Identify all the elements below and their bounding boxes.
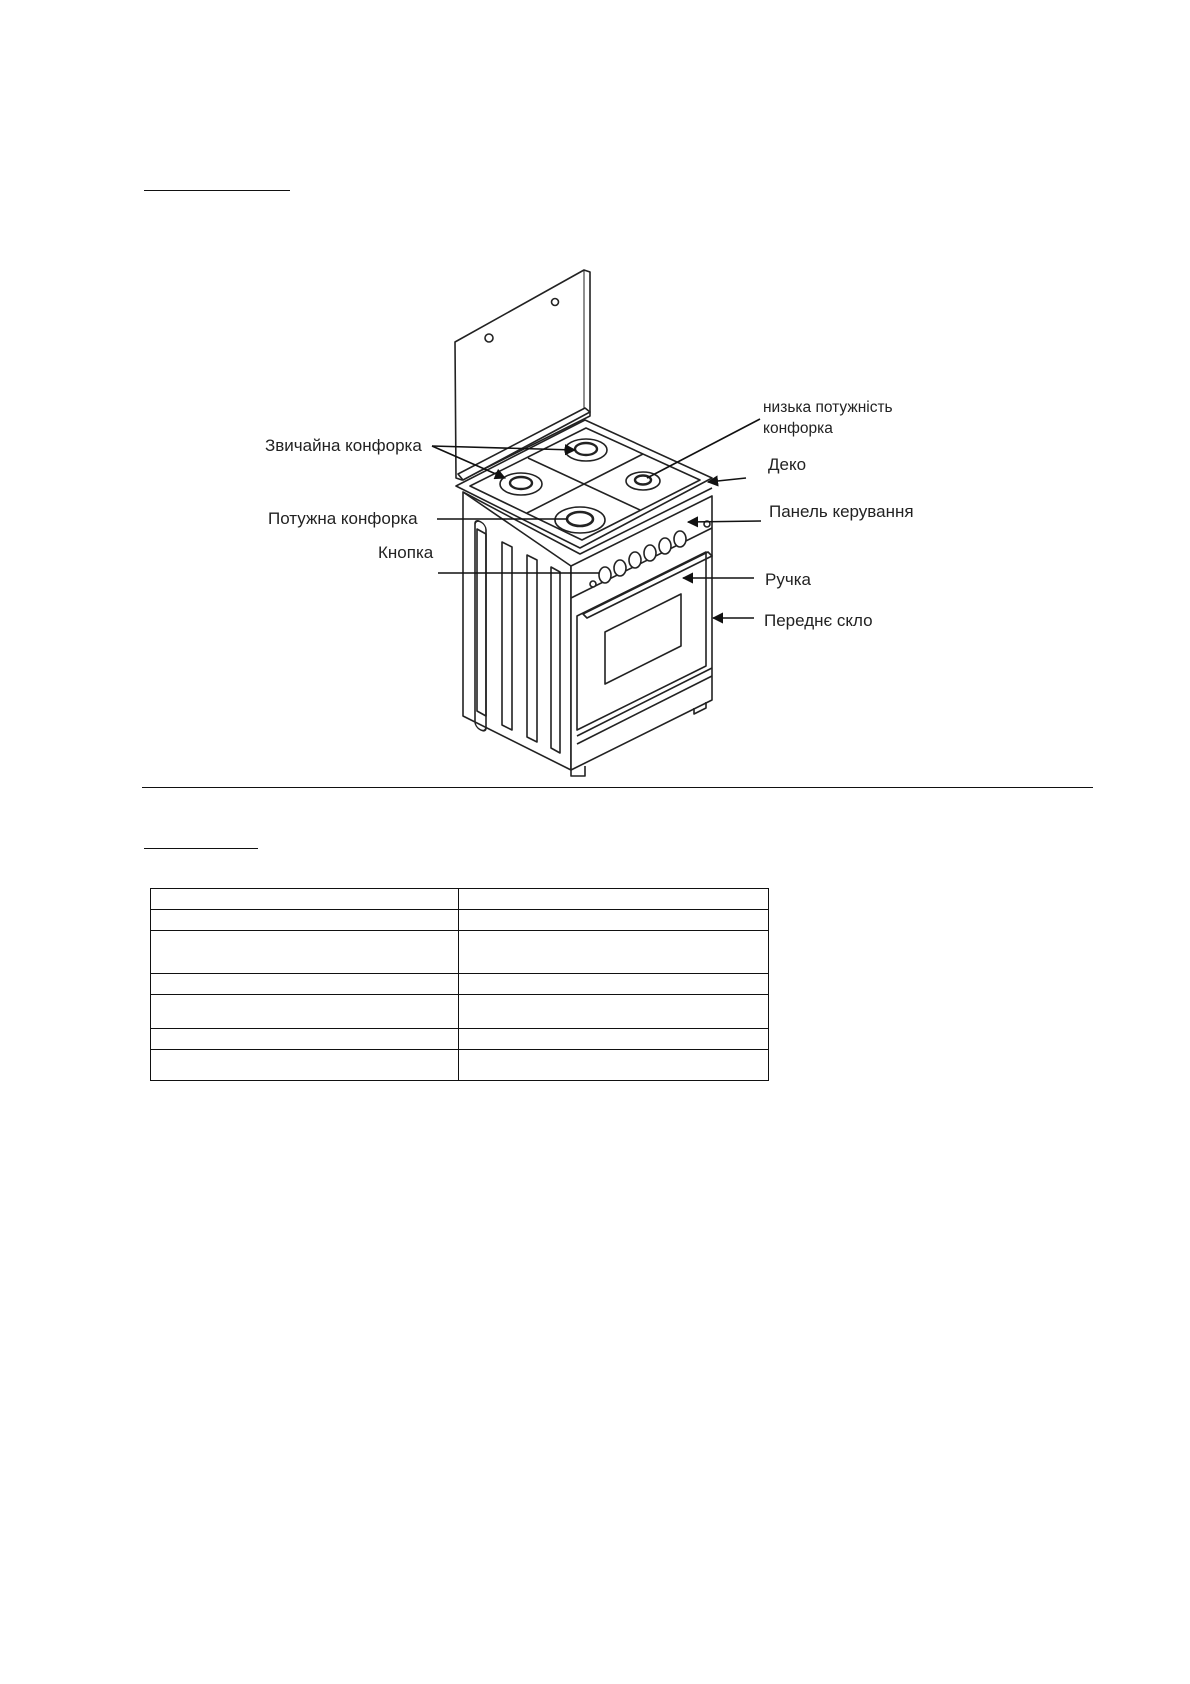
label-regular-burner: Звичайна конфорка [265,436,422,455]
table-cell [151,910,459,931]
label-handle: Ручка [765,570,811,589]
table-cell [151,1050,459,1081]
table-cell [459,1029,769,1050]
table-row [151,931,769,974]
label-power-burner: Потужна конфорка [268,509,418,528]
table-row [151,889,769,910]
table-cell [459,889,769,910]
label-low-power-burner-line2: конфорка [763,420,833,437]
table-row [151,1050,769,1081]
table-row [151,974,769,995]
table-cell [459,1050,769,1081]
table-cell [151,889,459,910]
label-control-panel: Панель керування [769,502,914,521]
table-row [151,910,769,931]
table-cell [151,974,459,995]
table-cell [151,995,459,1029]
table-cell [459,974,769,995]
stove-drawing [455,270,712,776]
arrow-deko [708,478,746,482]
stove-diagram [0,0,1190,820]
label-deko: Деко [768,455,807,474]
section-title-underline [144,848,258,849]
table-cell [459,995,769,1029]
table-cell [459,931,769,974]
table-cell [151,931,459,974]
table-row [151,995,769,1029]
label-knob: Кнопка [378,543,434,562]
arrow-control-panel [688,521,761,522]
label-low-power-burner-line1: низька потужність [763,399,893,416]
table-cell [151,1029,459,1050]
line-low-power-burner [647,419,760,478]
table-row [151,1029,769,1050]
label-front-glass: Переднє скло [764,611,873,630]
section-divider [142,787,1093,788]
table-cell [459,910,769,931]
spec-table [150,888,769,1081]
